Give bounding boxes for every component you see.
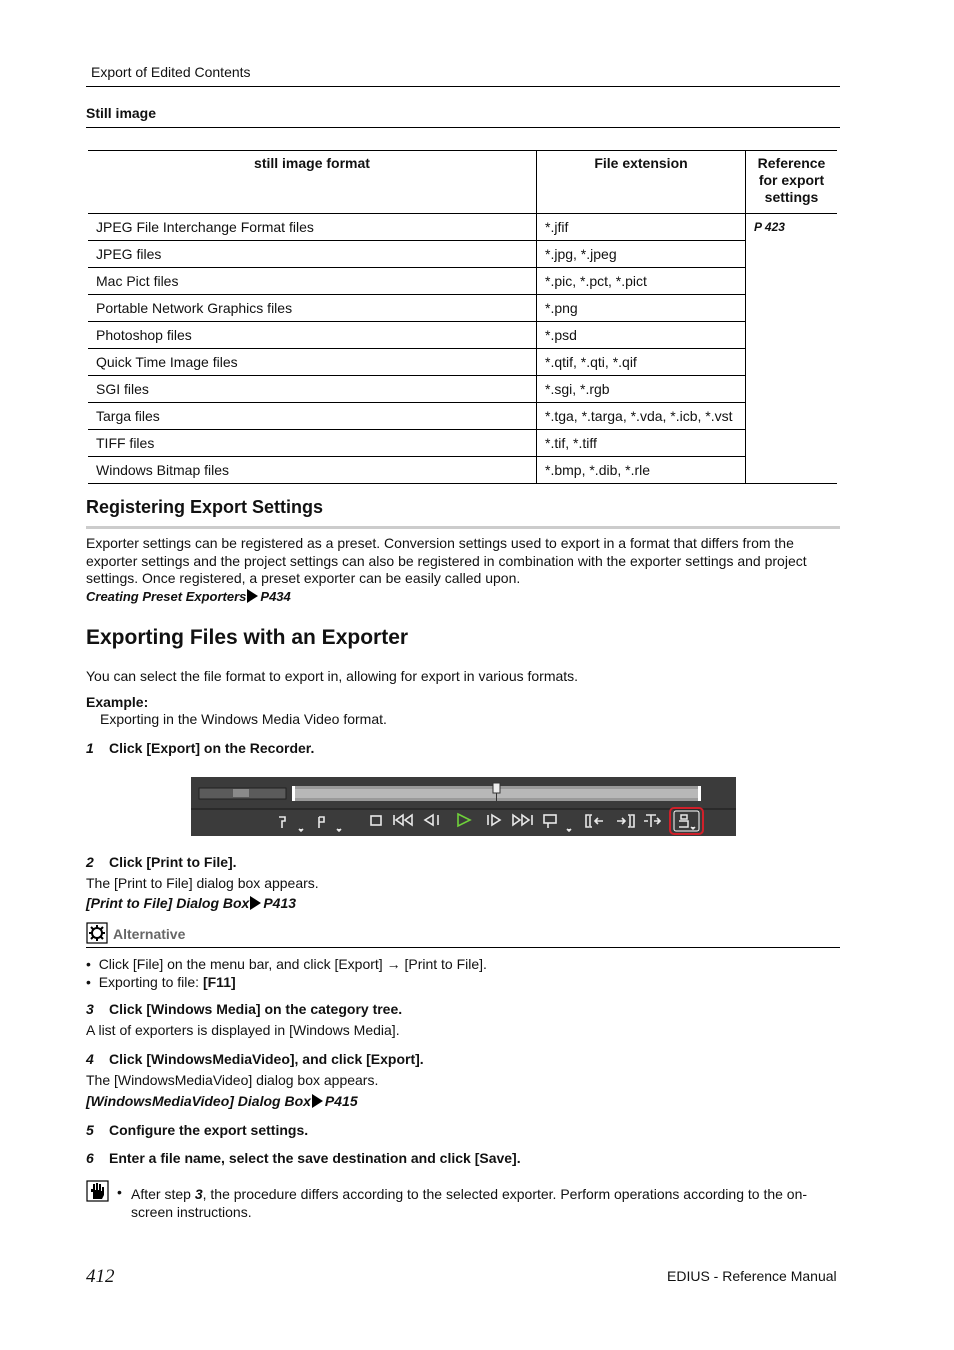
zoom-slider[interactable] (199, 788, 286, 799)
extension-cell: *.sgi, *.rgb (537, 376, 746, 403)
wmv-dialog-link[interactable] (86, 1093, 840, 1111)
still-image-rule (86, 127, 840, 128)
extension-cell: *.pic, *.pct, *.pict (537, 268, 746, 295)
extension-cell: *.tga, *.targa, *.vda, *.icb, *.vst (537, 403, 746, 430)
note-hand-icon (86, 1180, 109, 1202)
extension-cell: *.jpg, *.jpeg (537, 241, 746, 268)
extension-cell: *.jfif (537, 214, 746, 241)
table-row (88, 268, 837, 295)
table-row (88, 241, 837, 268)
step-3 (86, 1001, 402, 1017)
format-cell: Windows Bitmap files (88, 457, 537, 484)
creating-preset-link[interactable] (86, 588, 840, 606)
table-row (88, 349, 837, 376)
extension-cell: *.tif, *.tiff (537, 430, 746, 457)
step-number: 3 (86, 1001, 94, 1017)
format-cell: SGI files (88, 376, 537, 403)
step-4 (86, 1051, 424, 1067)
example-label: Example: (86, 694, 149, 710)
link-text: [WindowsMediaVideo] Dialog Box (86, 1093, 311, 1109)
step-text: Click [WindowsMediaVideo], and click [Export]. (109, 1051, 424, 1067)
extension-cell: *.qtif, *.qti, *.qif (537, 349, 746, 376)
step-number: 5 (86, 1122, 94, 1138)
print-to-file-link[interactable] (86, 895, 840, 913)
example-text: Exporting in the Windows Media Video format. (100, 711, 387, 727)
alternative-gear-icon (86, 922, 108, 944)
step-number: 6 (86, 1150, 94, 1166)
step-1 (86, 740, 314, 756)
alternative-list (86, 955, 487, 991)
column-header-format: still image format (88, 151, 537, 214)
alternative-label: Alternative (113, 926, 186, 942)
page-number: 412 (86, 1266, 115, 1287)
table-row (88, 322, 837, 349)
alternative-rule (86, 947, 840, 948)
step-number: 1 (86, 740, 94, 756)
recorder-toolbar (191, 777, 736, 836)
step-text: Click [Windows Media] on the category tree. (109, 1001, 403, 1017)
reference-link[interactable]: P 423 (746, 214, 838, 484)
step-number: 4 (86, 1051, 94, 1067)
step-3-note: A list of exporters is displayed in [Windows Media]. (86, 1022, 400, 1038)
format-cell: Portable Network Graphics files (88, 295, 537, 322)
running-header: Export of Edited Contents (91, 64, 251, 80)
link-page: P413 (263, 895, 297, 911)
registering-body: Exporter settings can be registered as a preset. Conversion settings used to export in a format that differs from the exporter settings and the project settings can also be registered in combination with the exporter settings and project settings. Once registered, a preset exporter can be easily called upon. (86, 535, 807, 586)
manual-title: EDIUS - Reference Manual (667, 1268, 837, 1284)
link-page: P415 (324, 1093, 358, 1109)
registering-heading: Registering Export Settings (86, 497, 324, 517)
format-cell: Photoshop files (88, 322, 537, 349)
extension-cell: *.bmp, *.dib, *.rle (537, 457, 746, 484)
step-2-note: The [Print to File] dialog box appears. (86, 875, 319, 891)
format-cell: JPEG File Interchange Format files (88, 214, 537, 241)
table-row (88, 457, 837, 484)
list-item: • Click [File] on the menu bar, and click [Export] → [Print to File]. (86, 956, 487, 972)
link-arrow-icon (312, 1094, 323, 1108)
still-image-heading: Still image (86, 105, 157, 121)
list-item: • Exporting to file: [F11] (86, 974, 236, 990)
format-cell: Targa files (88, 403, 537, 430)
still-image-format-table (88, 150, 837, 484)
extension-cell: *.png (537, 295, 746, 322)
step-2 (86, 854, 237, 870)
table-row (88, 403, 837, 430)
table-row (88, 214, 837, 241)
registering-rule (86, 526, 840, 529)
exporting-heading: Exporting Files with an Exporter (86, 626, 409, 649)
step-ref: 3 (194, 1186, 203, 1202)
link-text: [Print to File] Dialog Box (86, 895, 250, 911)
shortcut-key: [F11] (202, 974, 236, 990)
format-cell: JPEG files (88, 241, 537, 268)
extension-cell: *.psd (537, 322, 746, 349)
step-5 (86, 1122, 308, 1138)
step-text: Click [Export] on the Recorder. (109, 740, 315, 756)
exporting-intro: You can select the file format to export in, allowing for export in various formats. (86, 668, 579, 684)
header-rule (86, 86, 840, 87)
table-row (88, 376, 837, 403)
table-header-row (88, 151, 837, 214)
format-cell: Mac Pict files (88, 268, 537, 295)
step-text: Configure the export settings. (109, 1122, 309, 1138)
step-number: 2 (86, 854, 94, 870)
link-arrow-icon (247, 589, 258, 603)
link-arrow-icon (250, 896, 261, 910)
link-text: Creating Preset Exporters (86, 589, 247, 604)
step-6 (86, 1150, 521, 1166)
format-cell: TIFF files (88, 430, 537, 457)
link-page: P434 (260, 589, 291, 604)
column-header-reference: Reference for export settings (746, 151, 838, 214)
table-row (88, 430, 837, 457)
column-header-extension: File extension (537, 151, 746, 214)
step-text: Enter a file name, select the save destination and click [Save]. (109, 1150, 521, 1166)
table-row (88, 295, 837, 322)
format-cell: Quick Time Image files (88, 349, 537, 376)
step-text: Click [Print to File]. (109, 854, 237, 870)
note-text: • After step 3, the procedure differs according to the selected exporter. Perform operations according to the on-screen instructions. (117, 1184, 808, 1220)
step-4-note: The [WindowsMediaVideo] dialog box appears. (86, 1072, 379, 1088)
recorder-toolbar-graphic (191, 777, 736, 836)
